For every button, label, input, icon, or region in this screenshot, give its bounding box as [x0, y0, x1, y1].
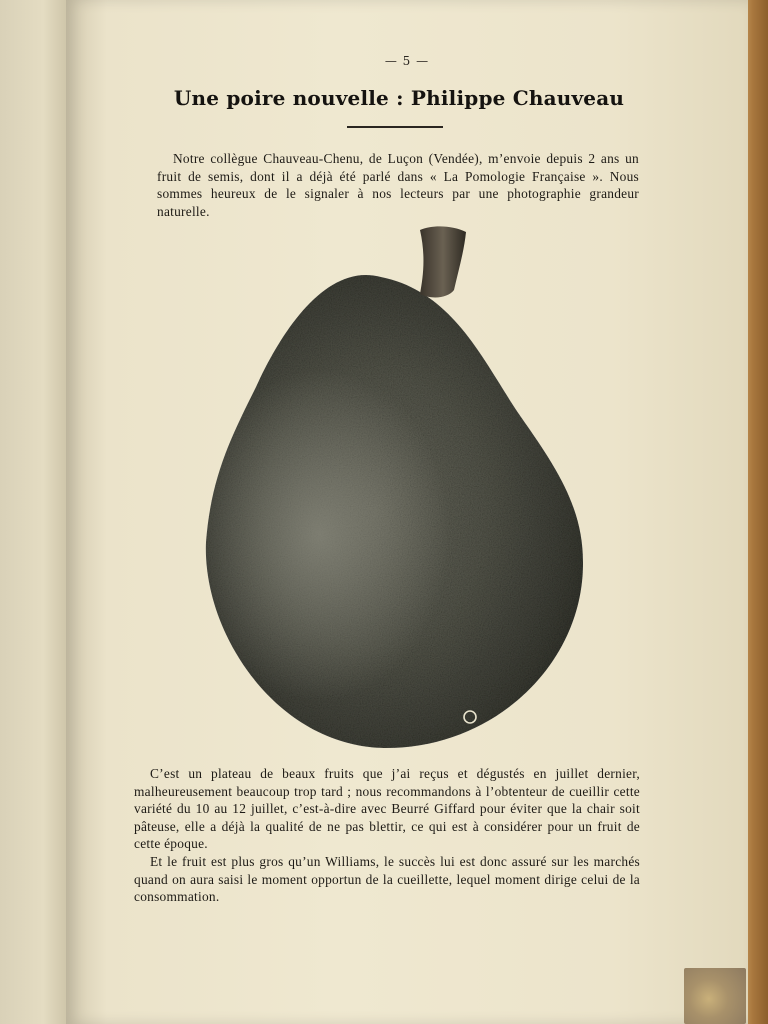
- body-paragraph-2: Et le fruit est plus gros qu’un Williams, le succès lui est donc assuré sur les marchés quand on aura saisi le moment opportun de la cueillette, lequel moment dirige celui de la consommation.: [134, 853, 640, 905]
- page-number: — 5 —: [384, 54, 430, 68]
- pear-photograph: [196, 222, 586, 752]
- pear-thumbnail: [684, 968, 746, 1024]
- document-page: [66, 0, 748, 1024]
- left-page-edge: [0, 0, 72, 1024]
- pear-highlight: [206, 275, 583, 748]
- title-underline: [347, 126, 443, 128]
- page-title: Une poire nouvelle : Philippe Chauveau: [173, 86, 625, 110]
- body-paragraph-block: [134, 765, 640, 906]
- intro-paragraph-block: [157, 150, 639, 220]
- pear-stem: [420, 226, 466, 297]
- body-paragraph-1: C’est un plateau de beaux fruits que j’ai reçus et dégustés en juillet dernier, malheureusement beaucoup trop tard ; nous recommandons à l’obtenteur de cueillir cette variété du 10 au 12 juillet, c’est-à-dire avec Beurré Giffard pour éviter que la chair soit pâteuse, elle a déjà la qualité de ne pas blettir, ce qui est à considérer pour un fruit de cette époque.: [134, 766, 640, 852]
- intro-paragraph: Notre collègue Chauveau-Chenu, de Luçon (Vendée), m’envoie depuis 2 ans un fruit de semis, dont il a déjà été parlé dans « La Pomologie Française ». Nous sommes heureux de le signaler à nos lecteurs par une photographie grandeur naturelle.: [157, 151, 639, 219]
